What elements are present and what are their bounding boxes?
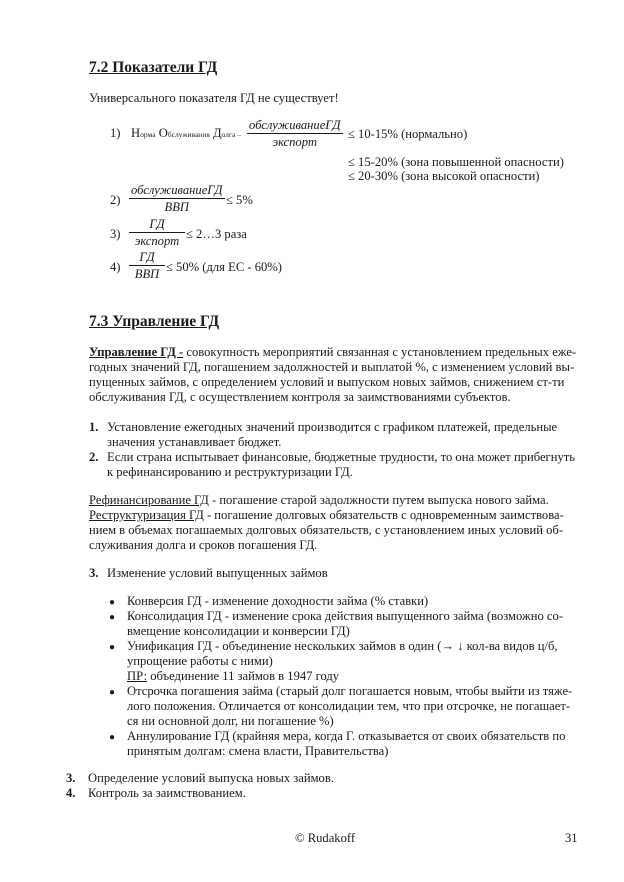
list-item-3-text: Изменение условий выпущенных займов bbox=[107, 566, 328, 580]
footer-page-number: 31 bbox=[565, 831, 578, 845]
bullet-4-line-3: ся ни основной долг, ни погашение %) bbox=[127, 714, 334, 728]
refinancing-term: Рефинансирование ГД bbox=[89, 493, 209, 507]
bullet-4-line-2: лого положения. Отличается от консолидации тем, что при отсрочке, не погашает- bbox=[127, 699, 571, 713]
formula-2-fraction bbox=[129, 183, 225, 214]
formula-1-denominator: экспорт bbox=[272, 135, 317, 149]
bullet-5-line-2: принятым долгам: смена власти, Правительства) bbox=[127, 744, 389, 758]
list-item-2-line-1: Если страна испытывает финансовые, бюджетные трудности, то она может прибегнуть bbox=[107, 450, 575, 464]
bullet-icon: ● bbox=[109, 687, 116, 698]
formula-2-number: 2) bbox=[110, 193, 121, 207]
definition-line-3: пущенных займов, с определением условий и выпуском новых займов, снижением ст-ти bbox=[89, 375, 565, 389]
list-item-1-line-2: значения устанавливает бюджет. bbox=[107, 435, 282, 449]
definition-line-4: обслуживания ГД, с осуществлением контроля за заимствованиями субъектов. bbox=[89, 390, 511, 404]
formula-4-number: 4) bbox=[110, 260, 121, 274]
formula-3-condition: ≤ 2…3 раза bbox=[186, 227, 247, 241]
restructuring-line-3: служивания долга и сроков погашения ГД. bbox=[89, 538, 318, 552]
section-72-intro: Универсального показателя ГД не существует! bbox=[89, 91, 339, 105]
section-72-title: 7.2 Показатели ГД bbox=[89, 59, 218, 76]
list-item-1-line-1: Установление ежегодных значений производится с графиком платежей, предельные bbox=[107, 420, 558, 434]
final-item-3-text: Определение условий выпуска новых займов. bbox=[88, 771, 334, 785]
restructuring-term: Реструктуризация ГД bbox=[89, 508, 204, 522]
bullet-3-line-1: Унификация ГД - объединение нескольких займов в один (→ ↓ кол-ва видов ц/б, bbox=[127, 639, 558, 653]
formula-1-numerator: обслуживаниеГД bbox=[249, 118, 341, 132]
formula-4-denominator: ВВП bbox=[134, 267, 160, 281]
section-73-title: 7.3 Управление ГД bbox=[89, 313, 220, 330]
bullet-icon: ● bbox=[109, 642, 116, 653]
restructuring-line-1: Реструктуризация ГД - погашение долговых обязательств с одновременным заимствова- bbox=[89, 508, 564, 522]
bullet-icon: ● bbox=[109, 732, 116, 743]
list-item-2-line-2: к рефинансированию и реструктуризации ГД. bbox=[107, 465, 353, 479]
refinancing-definition: Рефинансирование ГД - погашение старой задолжности путем выпуска нового займа. bbox=[89, 493, 549, 507]
formula-3-denominator: экспорт bbox=[134, 234, 180, 248]
formula-1-condition-1: ≤ 10-15% (нормально) bbox=[348, 127, 468, 141]
formula-1-condition-2: ≤ 15-20% (зона повышенной опасности) bbox=[348, 155, 564, 169]
formula-4-condition: ≤ 50% (для ЕС - 60%) bbox=[166, 260, 282, 274]
restructuring-line-2: нием в объемах погашаемых долговых обязательств, с установлением иных условий об- bbox=[89, 523, 564, 537]
example-label: ПР: bbox=[127, 669, 148, 683]
bullet-icon: ● bbox=[109, 612, 116, 623]
definition-term: Управление ГД - bbox=[89, 345, 184, 359]
bullet-1-line-1: Конверсия ГД - изменение доходности займа (% ставки) bbox=[127, 594, 429, 608]
formula-1-number: 1) bbox=[110, 126, 121, 140]
formula-1 bbox=[110, 126, 121, 141]
list-item-3-number: 3. bbox=[89, 566, 99, 580]
bullet-4-line-1: Отсрочка погашения займа (старый долг погашается новым, чтобы выйти из тяже- bbox=[127, 684, 573, 698]
formula-2-denominator: ВВП bbox=[164, 200, 189, 214]
formula-1-condition-3: ≤ 20-30% (зона высокой опасности) bbox=[348, 169, 540, 183]
list-item-1-number: 1. bbox=[89, 420, 99, 434]
definition-line-2: годных значений ГД, погашением задолжностей и выплатой %, с изменением условий вы- bbox=[89, 360, 575, 374]
bullet-2-line-2: вмещение консолидации и конверсии ГД) bbox=[127, 624, 350, 638]
bullet-icon: ● bbox=[109, 597, 116, 608]
formula-3-fraction bbox=[129, 217, 185, 248]
final-item-3-number: 3. bbox=[66, 771, 76, 785]
formula-2-condition: ≤ 5% bbox=[226, 193, 253, 207]
final-item-4-number: 4. bbox=[66, 786, 76, 800]
bullet-3-line-2: упрощение работы с ними) bbox=[127, 654, 273, 668]
formula-3-numerator: ГД bbox=[129, 217, 185, 233]
formula-1-fraction bbox=[247, 118, 343, 149]
bullet-2-line-1: Консолидация ГД - изменение срока действия выпущенного займа (возможно со- bbox=[127, 609, 563, 623]
bullet-3-example: ПР: объединение 11 займов в 1947 году bbox=[127, 669, 340, 683]
final-item-4-text: Контроль за заимствованием. bbox=[88, 786, 246, 800]
list-item-2-number: 2. bbox=[89, 450, 99, 464]
formula-1-label: Норма Обслуживания Долга – bbox=[131, 126, 241, 140]
formula-4-numerator: ГД bbox=[129, 250, 165, 266]
formula-2-numerator: обслуживаниеГД bbox=[131, 183, 223, 197]
bullet-5-line-1: Аннулирование ГД (крайняя мера, когда Г. отказывается от своих обязательств по bbox=[127, 729, 566, 743]
definition-line-1: Управление ГД - совокупность мероприятий связанная с установлением предельных еже- bbox=[89, 345, 577, 359]
footer-copyright: © Rudakoff bbox=[295, 831, 356, 845]
formula-3-number: 3) bbox=[110, 227, 121, 241]
formula-4-fraction bbox=[129, 250, 165, 281]
